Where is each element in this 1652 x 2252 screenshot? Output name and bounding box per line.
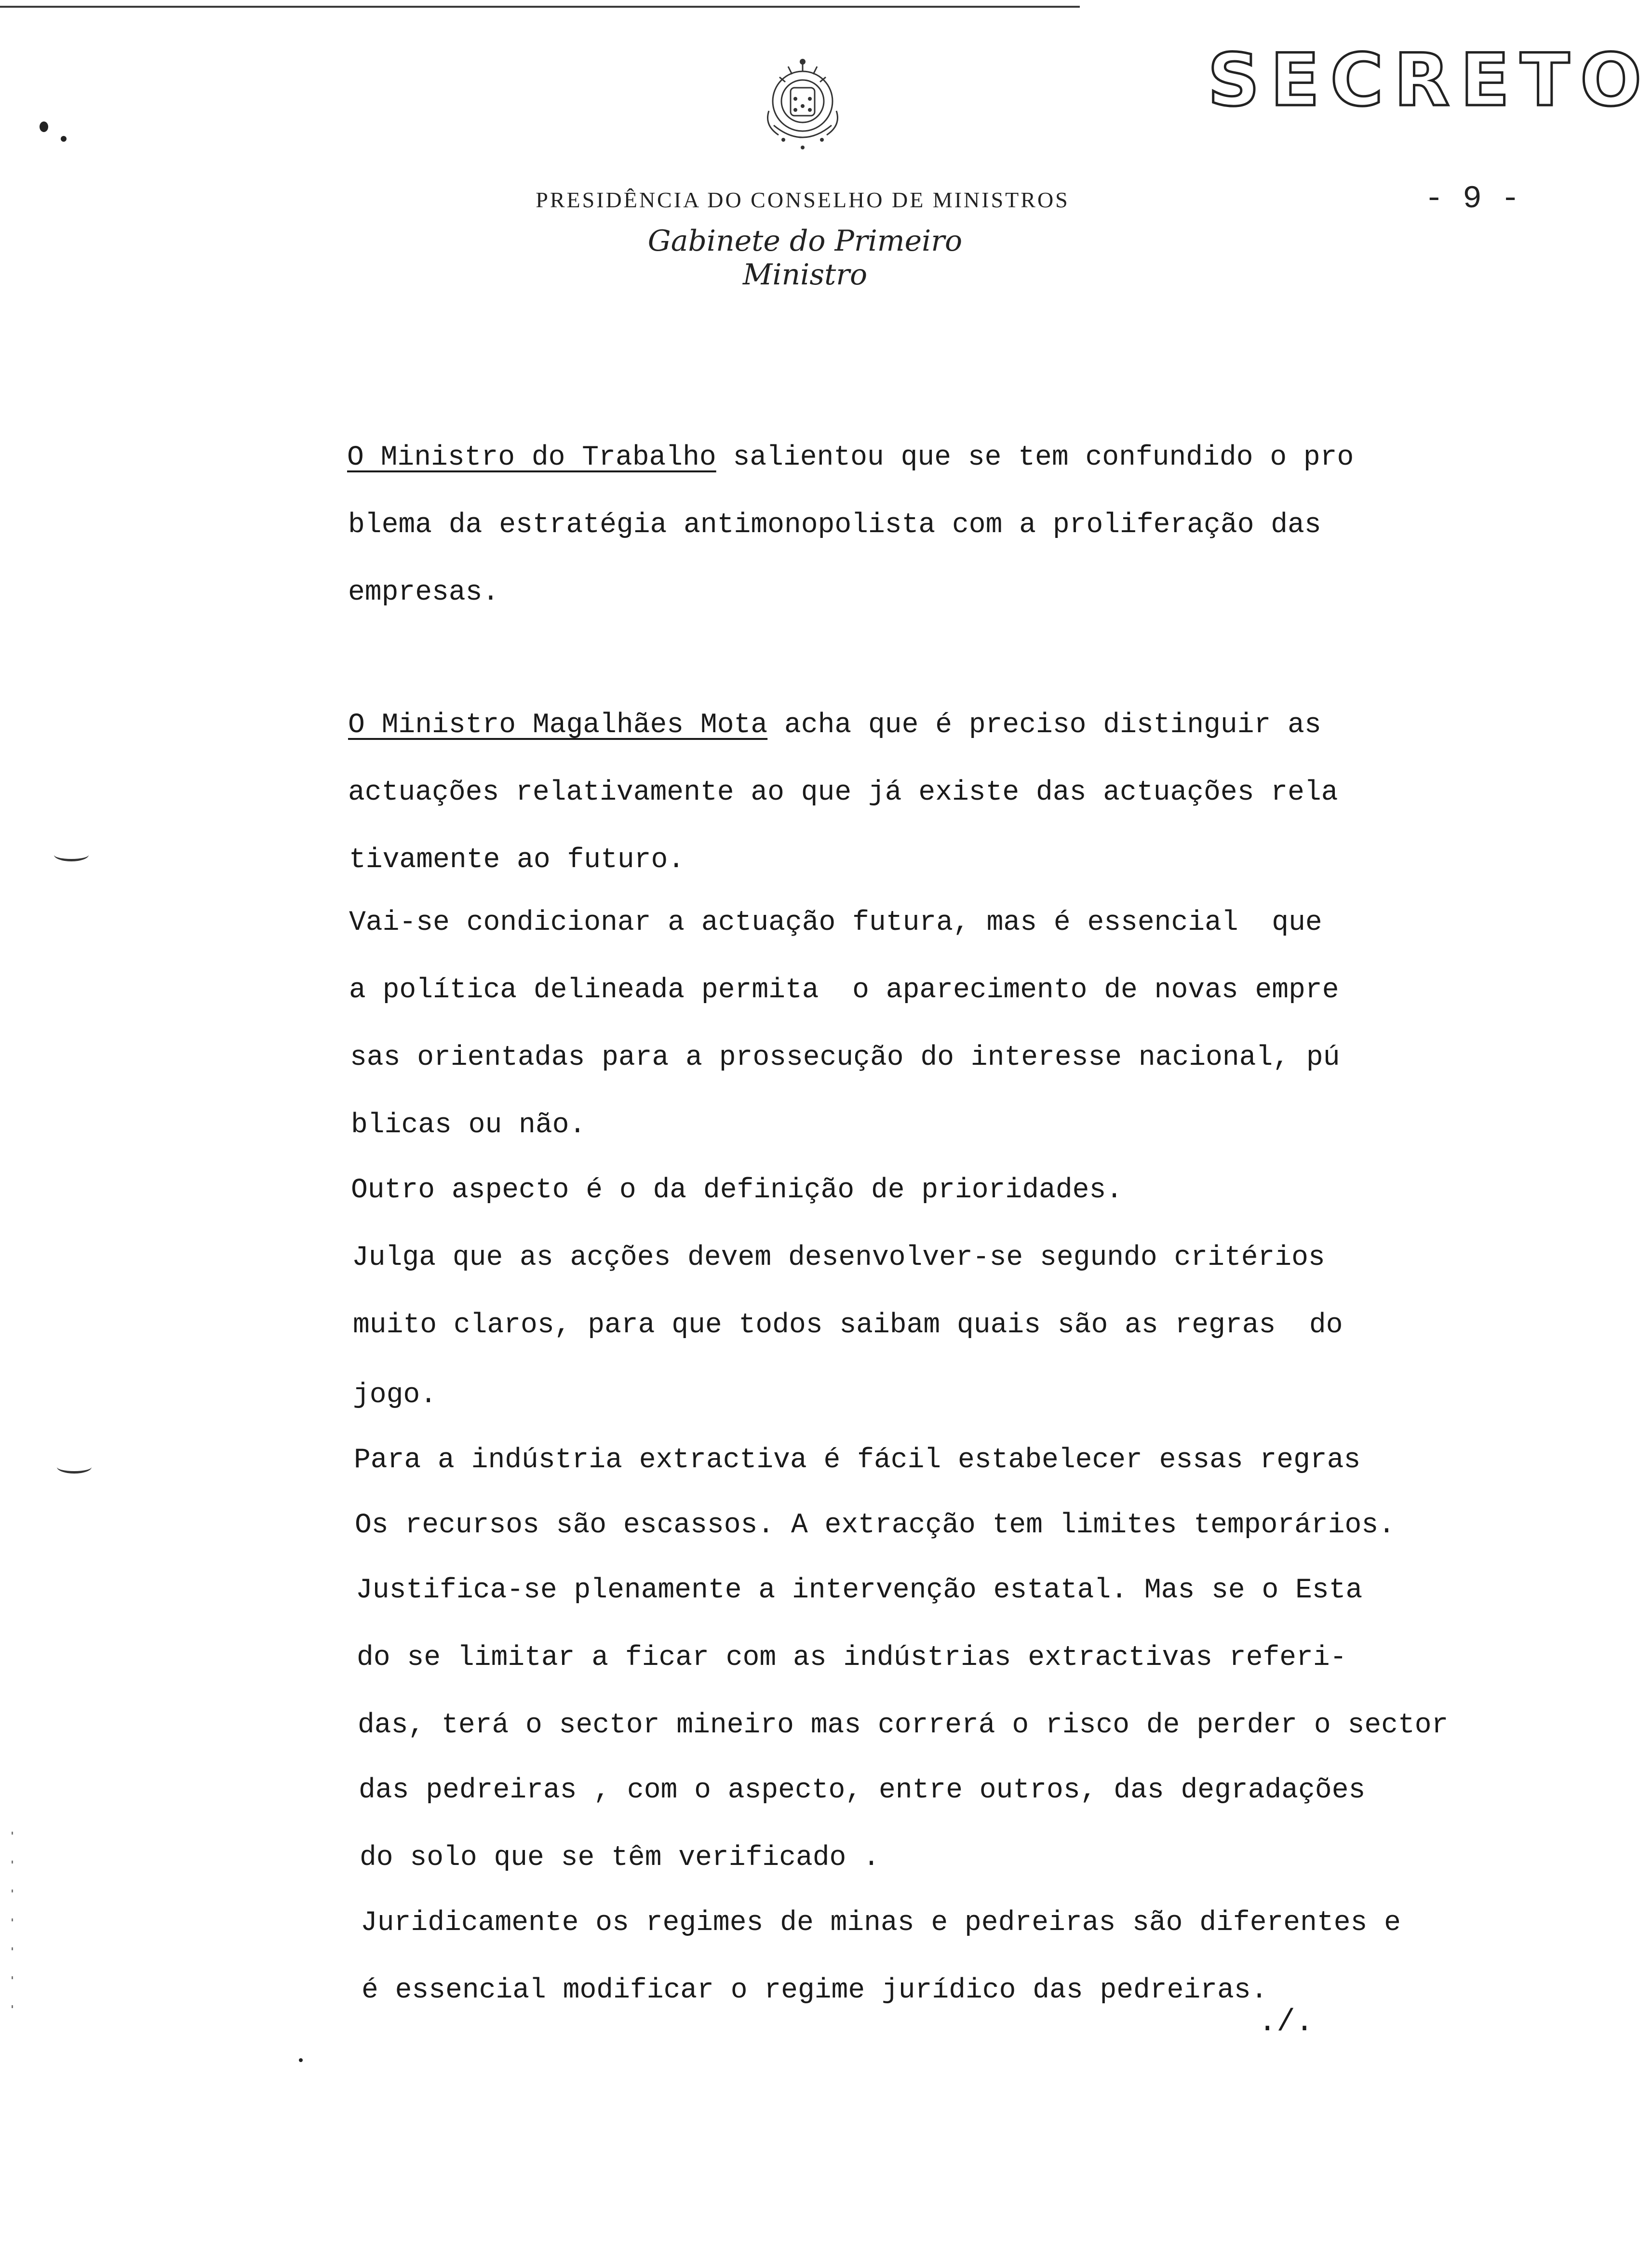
classification-stamp: SECRETO bbox=[1208, 39, 1652, 122]
text-line: empresas. bbox=[348, 577, 499, 608]
continuation-mark: ./. bbox=[1258, 2005, 1314, 2040]
hole-punch-mark bbox=[54, 848, 89, 861]
text-line: do solo que se têm verificado . bbox=[360, 1842, 880, 1874]
coat-of-arms-seal bbox=[750, 53, 856, 154]
text-line: blicas ou não. bbox=[351, 1110, 586, 1141]
text-line: O Ministro Magalhães Mota acha que é preciso distinguir as bbox=[348, 710, 1321, 741]
hole-punch-mark bbox=[57, 1461, 92, 1474]
text-line: Julga que as acções devem desenvolver-se segundo critérios bbox=[352, 1242, 1325, 1273]
speaker-name: O Ministro do Trabalho bbox=[347, 442, 716, 473]
text-line: Vai-se condicionar a actuação futura, mas é essencial que bbox=[349, 907, 1322, 938]
institution-title: PRESIDÊNCIA DO CONSELHO DE MINISTROS bbox=[536, 188, 1070, 212]
text-line: é essencial modificar o regime jurídico das pedreiras. bbox=[362, 1975, 1268, 2006]
text-line: das pedreiras , com o aspecto, entre outros, das degradações bbox=[359, 1775, 1366, 1806]
page-number: - 9 - bbox=[1424, 181, 1520, 217]
text-line: blema da estratégia antimonopolista com a proliferação das bbox=[348, 509, 1321, 541]
scan-speck bbox=[40, 121, 48, 132]
text-line: actuações relativamente ao que já existe das actuações rela bbox=[348, 777, 1338, 808]
text-line: das, terá o sector mineiro mas correrá o risco de perder o sector bbox=[358, 1710, 1449, 1741]
office-subtitle: Gabinete do Primeiro Ministro bbox=[647, 224, 963, 292]
scan-speck bbox=[299, 2058, 303, 2062]
text-line: do se limitar a ficar com as indústrias extractivas referi- bbox=[357, 1642, 1347, 1674]
text-line: Para a indústria extractiva é fácil estabelecer essas regras bbox=[354, 1445, 1361, 1476]
text-line: jogo. bbox=[353, 1380, 437, 1411]
edge-specks bbox=[12, 1832, 13, 2034]
text-line: muito claros, para que todos saibam quais são as regras do bbox=[353, 1310, 1343, 1341]
scan-speck bbox=[61, 136, 67, 142]
text-line: Outro aspecto é o da definição de prioridades. bbox=[351, 1175, 1123, 1206]
text-line: Juridicamente os regimes de minas e pedreiras são diferentes e bbox=[361, 1907, 1401, 1939]
text-line: a política delineada permita o aparecimento de novas empre bbox=[349, 975, 1339, 1006]
text-line: Justifica-se plenamente a intervenção estatal. Mas se o Esta bbox=[356, 1575, 1363, 1606]
text-line: Os recursos são escassos. A extracção tem limites temporários. bbox=[355, 1510, 1395, 1541]
text-line: O Ministro do Trabalho salientou que se tem confundido o pro bbox=[347, 442, 1354, 473]
top-rule bbox=[0, 6, 1080, 8]
speaker-name: O Ministro Magalhães Mota bbox=[348, 710, 768, 741]
text-line: sas orientadas para a prossecução do interesse nacional, pú bbox=[350, 1042, 1340, 1073]
text-line: tivamente ao futuro. bbox=[349, 844, 685, 876]
